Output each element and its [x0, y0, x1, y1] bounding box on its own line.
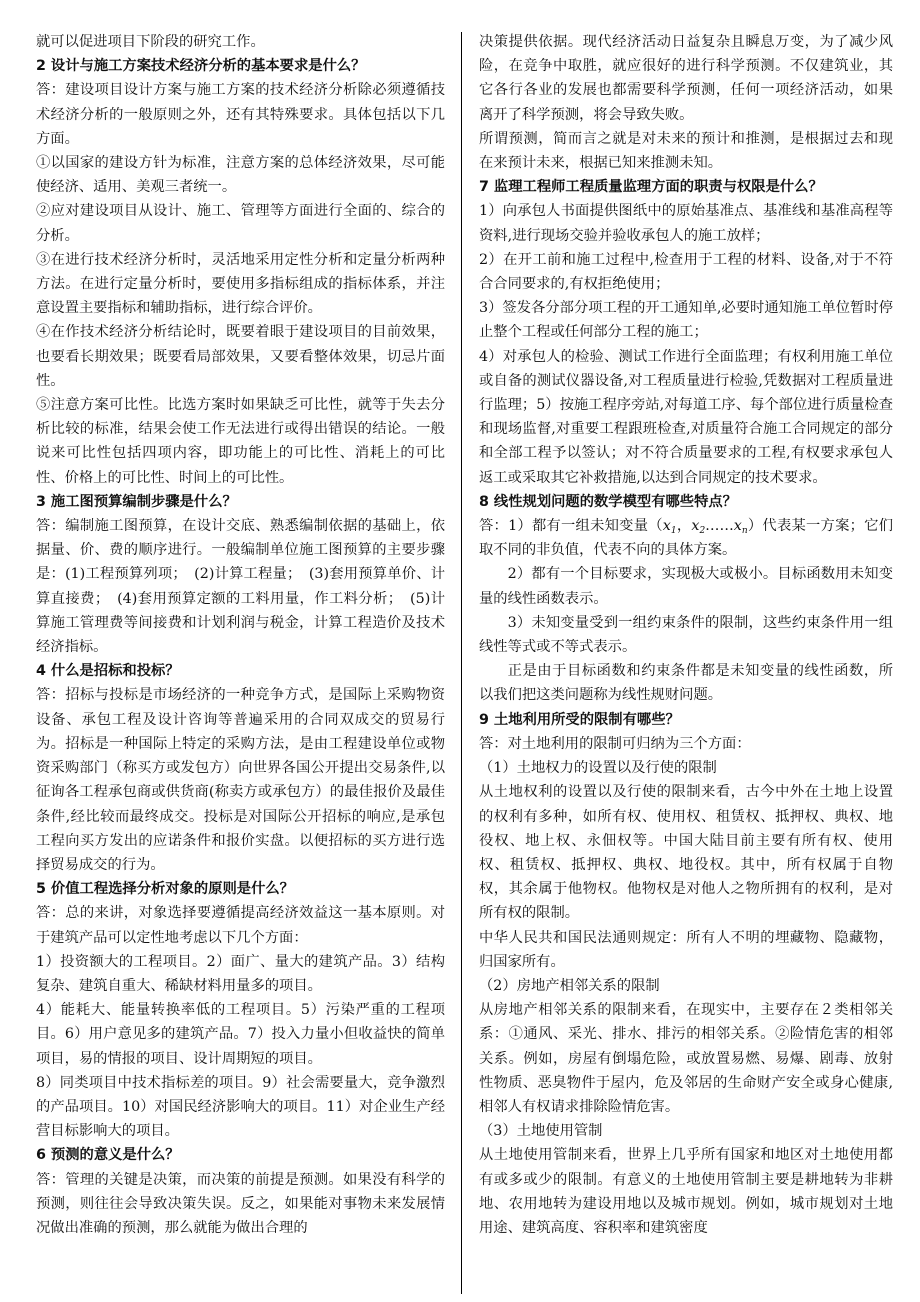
indented-paragraph: 正是由于目标函数和约束条件都是未知变量的线性函数，所以我们把这类问题称为线性规财问题。 [479, 663, 893, 704]
question-heading: 4 什么是招标和投标？ [36, 663, 180, 680]
column-divider [461, 32, 462, 1294]
variable-x1: $x_1$ [662, 518, 677, 537]
indented-paragraph: 2）都有一个目标要求，实现极大或极小。目标函数用未知变量的线性函数表示。 [479, 566, 893, 607]
lp-answer-prefix: 答：1）都有一组未知变量（ [479, 518, 663, 535]
text-paragraph: 1）向承包人书面提供图纸中的原始基准点、基准线和基准高程等资料,进行现场交验并验收承包人的施工放样； [479, 203, 893, 244]
text-paragraph: 4）能耗大、能量转换率低的工程项目。5）污染严重的工程项目。6）用户意见多的建筑产品。7）投入力量小但收益快的简单项目，易的情报的项目、设计周期短的项目。 [36, 1002, 445, 1067]
text-paragraph: 答：招标与投标是市场经济的一种竞争方式，是国际上采购物资设备、承包工程及设计咨询等普遍采用的合同双成交的贸易行为。招标是一种国际上特定的采购方法，是由工程建设单位或物资采购部门（称买方或发包方）向世界各国公开提出交易条件,以征询各工程承包商或供货商(称卖方或承包方）的最佳报价及最佳条件,经比较而最终成交。投标是对国际公开招标的响应,是承包工程向买方发出的应诺条件和报价实盘。以便招标的买方进行选择贸易成交的行为。 [36, 687, 445, 873]
question-heading: 8 线性规划问题的数学模型有哪些特点？ [479, 493, 737, 510]
text-paragraph: 4）对承包人的检验、测试工作进行全面监理；有权利用施工单位或自备的测试仪器设备,对工程质量进行检验,凭数据对工程质量进行监理；5）按施工程序旁站,对每道工序、每个部位进行质量检查和现场监督,对重要工程跟班检查,对质量符合施工合同规定的部分和全部工程予以签认；对不符合质量要求的工程,有权要求承包人返工或采取其它补救措施,以达到合同规定的技术要求。 [479, 348, 893, 486]
question-heading: 3 施工图预算编制步骤是什么？ [36, 493, 237, 510]
text-paragraph: 3）签发各分部分项工程的开工通知单,必要时通知施工单位暂时停止整个工程或任何部分工程的施工； [479, 300, 893, 341]
text-paragraph: ⑤注意方案可比性。比选方案时如果缺乏可比性，就等于失去分析比较的标准，结果会使工作无法进行或得出错误的结论。一般说来可比性包括四项内容，即功能上的可比性、消耗上的可比性、价格上的可比性、时间上的可比性。 [36, 397, 445, 486]
text-paragraph: 就可以促进项目下阶段的研究工作。 [36, 34, 265, 50]
lp-answer-paragraph [479, 514, 893, 562]
variable-x2: $x_2$ [691, 518, 706, 537]
text-paragraph: 从房地产相邻关系的限制来看，在现实中，主要存在２类相邻关系：①通风、采光、排水、排污的相邻关系。②险情危害的相邻关系。例如，房屋有倒塌危险，或放置易燃、易爆、剧毒、放射性物质、恶臭物件于屋内，危及邻居的生命财产安全或身心健康,相邻人有权请求排除险情危害。 [479, 1002, 893, 1115]
question-heading: 6 预测的意义是什么？ [36, 1147, 180, 1164]
left-column [36, 30, 445, 1294]
text-paragraph: （1）土地权力的设置以及行使的限制 [479, 760, 717, 777]
indented-paragraph: 3）未知变量受到一组约束条件的限制，这些约束条件用一组线性等式或不等式表示。 [479, 614, 893, 656]
text-paragraph: 答：编制施工图预算，在设计交底、熟悉编制依据的基础上，依据量、价、费的顺序进行。一般编制单位施工图预算的主要步骤是：(1)工程预算列项； (2)计算工程量； (3)套用预算单价、计算直接费； (4)套用预算定额的工料用量，作工料分析； (5)计算施工管理费等间接费和计划利润与税金，计算工程造价及技术经济指标。 [36, 518, 445, 656]
right-column-part-b [479, 562, 893, 1240]
text-paragraph: （3）土地使用管制 [479, 1123, 603, 1140]
text-paragraph: 答：对土地利用的限制可归纳为三个方面： [479, 735, 751, 752]
text-paragraph: 答：管理的关键是决策，而决策的前提是预测。如果没有科学的预测，则往往会导致决策失误。反之，如果能对事物未来发展情况做出准确的预测，那么就能为做出合理的 [36, 1171, 445, 1236]
text-paragraph: ②应对建设项目从设计、施工、管理等方面进行全面的、综合的分析。 [36, 203, 445, 244]
text-paragraph: ④在作技术经济分析结论时，既要着眼于建设项目的目前效果，也要看长期效果；既要看局部效果，又要看整体效果，切忌片面性。 [36, 324, 445, 389]
text-paragraph: ③在进行技术经济分析时，灵活地采用定性分析和定量分析两种方法。在进行定量分析时，要使用多指标组成的指标体系，并注意设置主要指标和辅助指标，进行综合评价。 [36, 251, 445, 317]
text-paragraph: 从土地使用管制来看，世界上几乎所有国家和地区对土地使用都有或多或少的限制。有意义的土地使用管制主要是耕地转为非耕地、农用地转为建设用地以及城市规划。例如，城市规划对土地用途、建筑高度、容积率和建筑密度 [479, 1147, 893, 1236]
right-column-part-a [479, 30, 893, 514]
text-paragraph: 所谓预测，简而言之就是对未来的预计和推测，是根据过去和现在来预计未来，根据已知来推测未知。 [479, 130, 893, 172]
question-heading: 7 监理工程师工程质量监理方面的职责与权限是什么？ [479, 179, 823, 196]
question-heading: 9 土地利用所受的限制有哪些？ [479, 711, 680, 728]
variable-ellipsis: …… [705, 518, 734, 535]
question-heading: 5 价值工程选择分析对象的原则是什么？ [36, 881, 294, 898]
text-paragraph: 中华人民共和国民法通则规定：所有人不明的埋藏物、隐藏物，归国家所有。 [479, 929, 893, 970]
variable-separator: ， [676, 518, 692, 535]
lp-answer-suffix: ）代表某一方案；它们取不同的非负值，代表不向的具体方案。 [479, 518, 893, 559]
text-paragraph: 答：总的来讲，对象选择要遵循提高经济效益这一基本原则。对于建筑产品可以定性地考虑以下几个方面： [36, 905, 445, 946]
text-paragraph: （2）房地产相邻关系的限制 [479, 977, 660, 994]
variable-xn: $x_n$ [733, 518, 748, 537]
text-paragraph: 从土地权利的设置以及行使的限制来看，古今中外在土地上设置的权利有多种，如所有权、使用权、租赁权、抵押权、典权、地役权、地上权、永佃权等。中国大陆目前主要有所有权、使用权、租赁权、抵押权、典权、地役权。其中，所有权属于自物权，其余属于他物权。他物权是对他人之物所拥有的权利，是对所有权的限制。 [479, 784, 893, 922]
text-paragraph: ①以国家的建设方针为标准，注意方案的总体经济效果，尽可能使经济、适用、美观三者统一。 [36, 155, 445, 196]
right-column [479, 30, 893, 1294]
text-paragraph: 答：建设项目设计方案与施工方案的技术经济分析除必须遵循技术经济分析的一般原则之外，还有其特殊要求。具体包括以下几方面。 [36, 82, 445, 147]
question-heading: 2 设计与施工方案技术经济分析的基本要求是什么？ [36, 58, 366, 75]
text-paragraph: 决策提供依据。现代经济活动日益复杂且瞬息万变，为了减少风险，在竞争中取胜，就应很好的进行科学预测。不仅建筑业，其它各行各业的发展也都需要科学预测，任何一项经济活动，如果离开了科学预测，将会导致失败。 [479, 34, 893, 123]
text-paragraph: 1）投资额大的工程项目。2）面广、量大的建筑产品。3）结构复杂、建筑自重大、稀缺材料用量多的项目。 [36, 953, 445, 994]
text-paragraph: 2）在开工前和施工过程中,检查用于工程的材料、设备,对于不符合合同要求的,有权拒绝使用； [479, 251, 893, 293]
text-paragraph: 8）同类项目中技术指标差的项目。9）社会需要量大，竞争激烈的产品项目。10）对国民经济影响大的项目。11）对企业生产经营目标影响大的项目。 [36, 1074, 445, 1140]
